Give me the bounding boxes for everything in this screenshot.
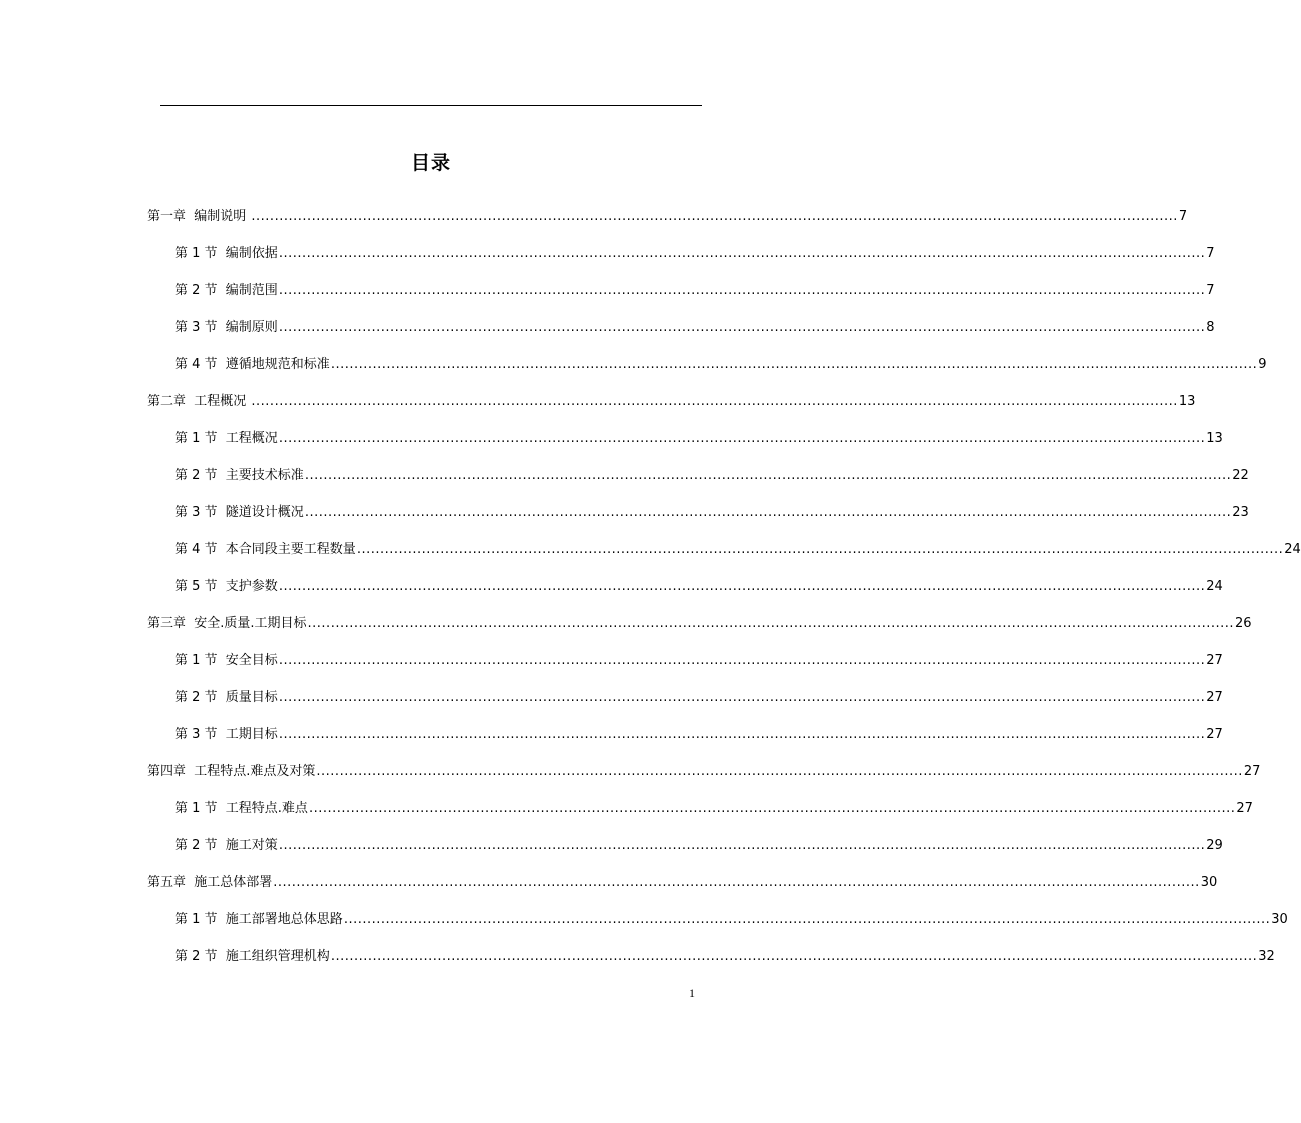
toc-entry-page: 22 bbox=[1232, 468, 1249, 483]
dot-leader: ........................................................................................................................................................................................................ bbox=[330, 949, 1258, 964]
toc-entry-chapter-5[interactable] bbox=[147, 873, 1218, 893]
toc-entry-label: 第 1 节 工程概况 bbox=[175, 431, 278, 446]
toc-entry-label: 第五章 施工总体部署 bbox=[147, 875, 273, 890]
dot-leader: ........................................................................................................................................................................................................ bbox=[304, 468, 1232, 483]
toc-entry-section[interactable] bbox=[175, 799, 1253, 819]
toc-entry-section[interactable] bbox=[175, 503, 1249, 523]
page-number: 1 bbox=[689, 986, 695, 1000]
dot-leader: ........................................................................................................................................................................................................ bbox=[278, 320, 1206, 335]
toc-entry-page: 13 bbox=[1178, 394, 1196, 409]
toc-entry-section[interactable] bbox=[175, 725, 1223, 745]
toc-entry-page: 26 bbox=[1235, 616, 1252, 631]
toc-entry-section[interactable] bbox=[175, 651, 1223, 671]
toc-entry-chapter-3[interactable] bbox=[147, 614, 1252, 634]
toc-entry-page: 32 bbox=[1258, 949, 1275, 964]
toc-entry-section[interactable] bbox=[175, 318, 1215, 338]
dot-leader: ........................................................................................................................................................................................................ bbox=[273, 875, 1200, 890]
dot-leader: ........................................................................................................................................................................................................ bbox=[278, 246, 1206, 261]
toc-entry-label: 第 3 节 编制原则 bbox=[175, 320, 278, 335]
dot-leader: ........................................................................................................................................................................................................ bbox=[316, 764, 1243, 779]
toc-entry-page: 7 bbox=[1206, 246, 1215, 261]
toc-entry-section[interactable] bbox=[175, 577, 1223, 597]
toc-entry-page: 24 bbox=[1206, 579, 1223, 594]
toc-entry-page: 30 bbox=[1271, 912, 1288, 927]
toc-entry-page: 30 bbox=[1200, 875, 1218, 890]
toc-entry-label: 第 3 节 工期目标 bbox=[175, 727, 278, 742]
toc-entry-label: 第 4 节 本合同段主要工程数量 bbox=[175, 542, 356, 557]
toc-entry-page: 23 bbox=[1232, 505, 1249, 520]
toc-entry-page: 29 bbox=[1206, 838, 1223, 853]
toc-entry-label: 第 1 节 编制依据 bbox=[175, 246, 278, 261]
dot-leader: ........................................................................................................................................................................................................ bbox=[278, 283, 1206, 298]
toc-entry-page: 7 bbox=[1206, 283, 1215, 298]
toc-entry-label: 第 3 节 隧道设计概况 bbox=[175, 505, 304, 520]
toc-entry-section[interactable] bbox=[175, 910, 1288, 930]
toc-entry-label: 第 4 节 遵循地规范和标准 bbox=[175, 357, 330, 372]
dot-leader: ........................................................................................................................................................................................................ bbox=[278, 579, 1206, 594]
toc-entry-label: 第 2 节 施工对策 bbox=[175, 838, 278, 853]
toc-entry-section[interactable] bbox=[175, 355, 1267, 375]
toc-entry-page: 24 bbox=[1284, 542, 1301, 557]
toc-entry-page: 27 bbox=[1206, 727, 1223, 742]
toc-title: 目录 bbox=[410, 152, 451, 174]
toc-entry-chapter-2[interactable] bbox=[147, 392, 1196, 412]
dot-leader: ........................................................................................................................................................................................................ bbox=[343, 912, 1271, 927]
dot-leader: ........................................................................................................................................................................................................ bbox=[330, 357, 1258, 372]
toc-entry-label: 第三章 安全.质量.工期目标 bbox=[147, 616, 307, 631]
dot-leader: ........................................................................................................................................................................................................ bbox=[278, 727, 1206, 742]
header-rule bbox=[160, 105, 702, 106]
toc-entry-label: 第二章 工程概况 bbox=[147, 394, 251, 409]
toc-entry-section[interactable] bbox=[175, 429, 1223, 449]
toc-entry-section[interactable] bbox=[175, 540, 1301, 560]
toc-entry-page: 9 bbox=[1258, 357, 1267, 372]
dot-leader: ........................................................................................................................................................................................................ bbox=[307, 616, 1234, 631]
toc-entry-page: 27 bbox=[1206, 690, 1223, 705]
dot-leader: ........................................................................................................................................................................................................ bbox=[308, 801, 1236, 816]
dot-leader: ........................................................................................................................................................................................................ bbox=[304, 505, 1232, 520]
toc-entry-section[interactable] bbox=[175, 281, 1215, 301]
toc-entry-page: 27 bbox=[1206, 653, 1223, 668]
toc-entry-label: 第 2 节 编制范围 bbox=[175, 283, 278, 298]
toc-entry-label: 第 2 节 主要技术标准 bbox=[175, 468, 304, 483]
toc-entry-section[interactable] bbox=[175, 836, 1223, 856]
toc-entry-label: 第 1 节 施工部署地总体思路 bbox=[175, 912, 343, 927]
toc-entry-page: 27 bbox=[1236, 801, 1253, 816]
dot-leader: ........................................................................................................................................................................................................ bbox=[251, 209, 1178, 224]
toc-entry-page: 27 bbox=[1243, 764, 1261, 779]
toc-entry-label: 第四章 工程特点.难点及对策 bbox=[147, 764, 316, 779]
dot-leader: ........................................................................................................................................................................................................ bbox=[278, 838, 1206, 853]
dot-leader: ........................................................................................................................................................................................................ bbox=[278, 690, 1206, 705]
dot-leader: ........................................................................................................................................................................................................ bbox=[278, 431, 1206, 446]
toc-entry-label: 第一章 编制说明 bbox=[147, 209, 251, 224]
toc-entry-label: 第 1 节 工程特点.难点 bbox=[175, 801, 308, 816]
toc-entry-chapter-4[interactable] bbox=[147, 762, 1261, 782]
toc-entry-section[interactable] bbox=[175, 688, 1223, 708]
toc-entry-chapter-1[interactable] bbox=[147, 207, 1188, 227]
toc-entry-label: 第 2 节 质量目标 bbox=[175, 690, 278, 705]
dot-leader: ........................................................................................................................................................................................................ bbox=[356, 542, 1284, 557]
dot-leader: ........................................................................................................................................................................................................ bbox=[251, 394, 1178, 409]
toc-entry-label: 第 1 节 安全目标 bbox=[175, 653, 278, 668]
toc-entry-section[interactable] bbox=[175, 947, 1275, 967]
dot-leader: ........................................................................................................................................................................................................ bbox=[278, 653, 1206, 668]
toc-entry-page: 13 bbox=[1206, 431, 1223, 446]
toc-entry-label: 第 5 节 支护参数 bbox=[175, 579, 278, 594]
toc-entry-label: 第 2 节 施工组织管理机构 bbox=[175, 949, 330, 964]
toc-entry-section[interactable] bbox=[175, 466, 1249, 486]
toc-entry-page: 7 bbox=[1178, 209, 1188, 224]
toc-entry-page: 8 bbox=[1206, 320, 1215, 335]
toc-entry-section[interactable] bbox=[175, 244, 1215, 264]
